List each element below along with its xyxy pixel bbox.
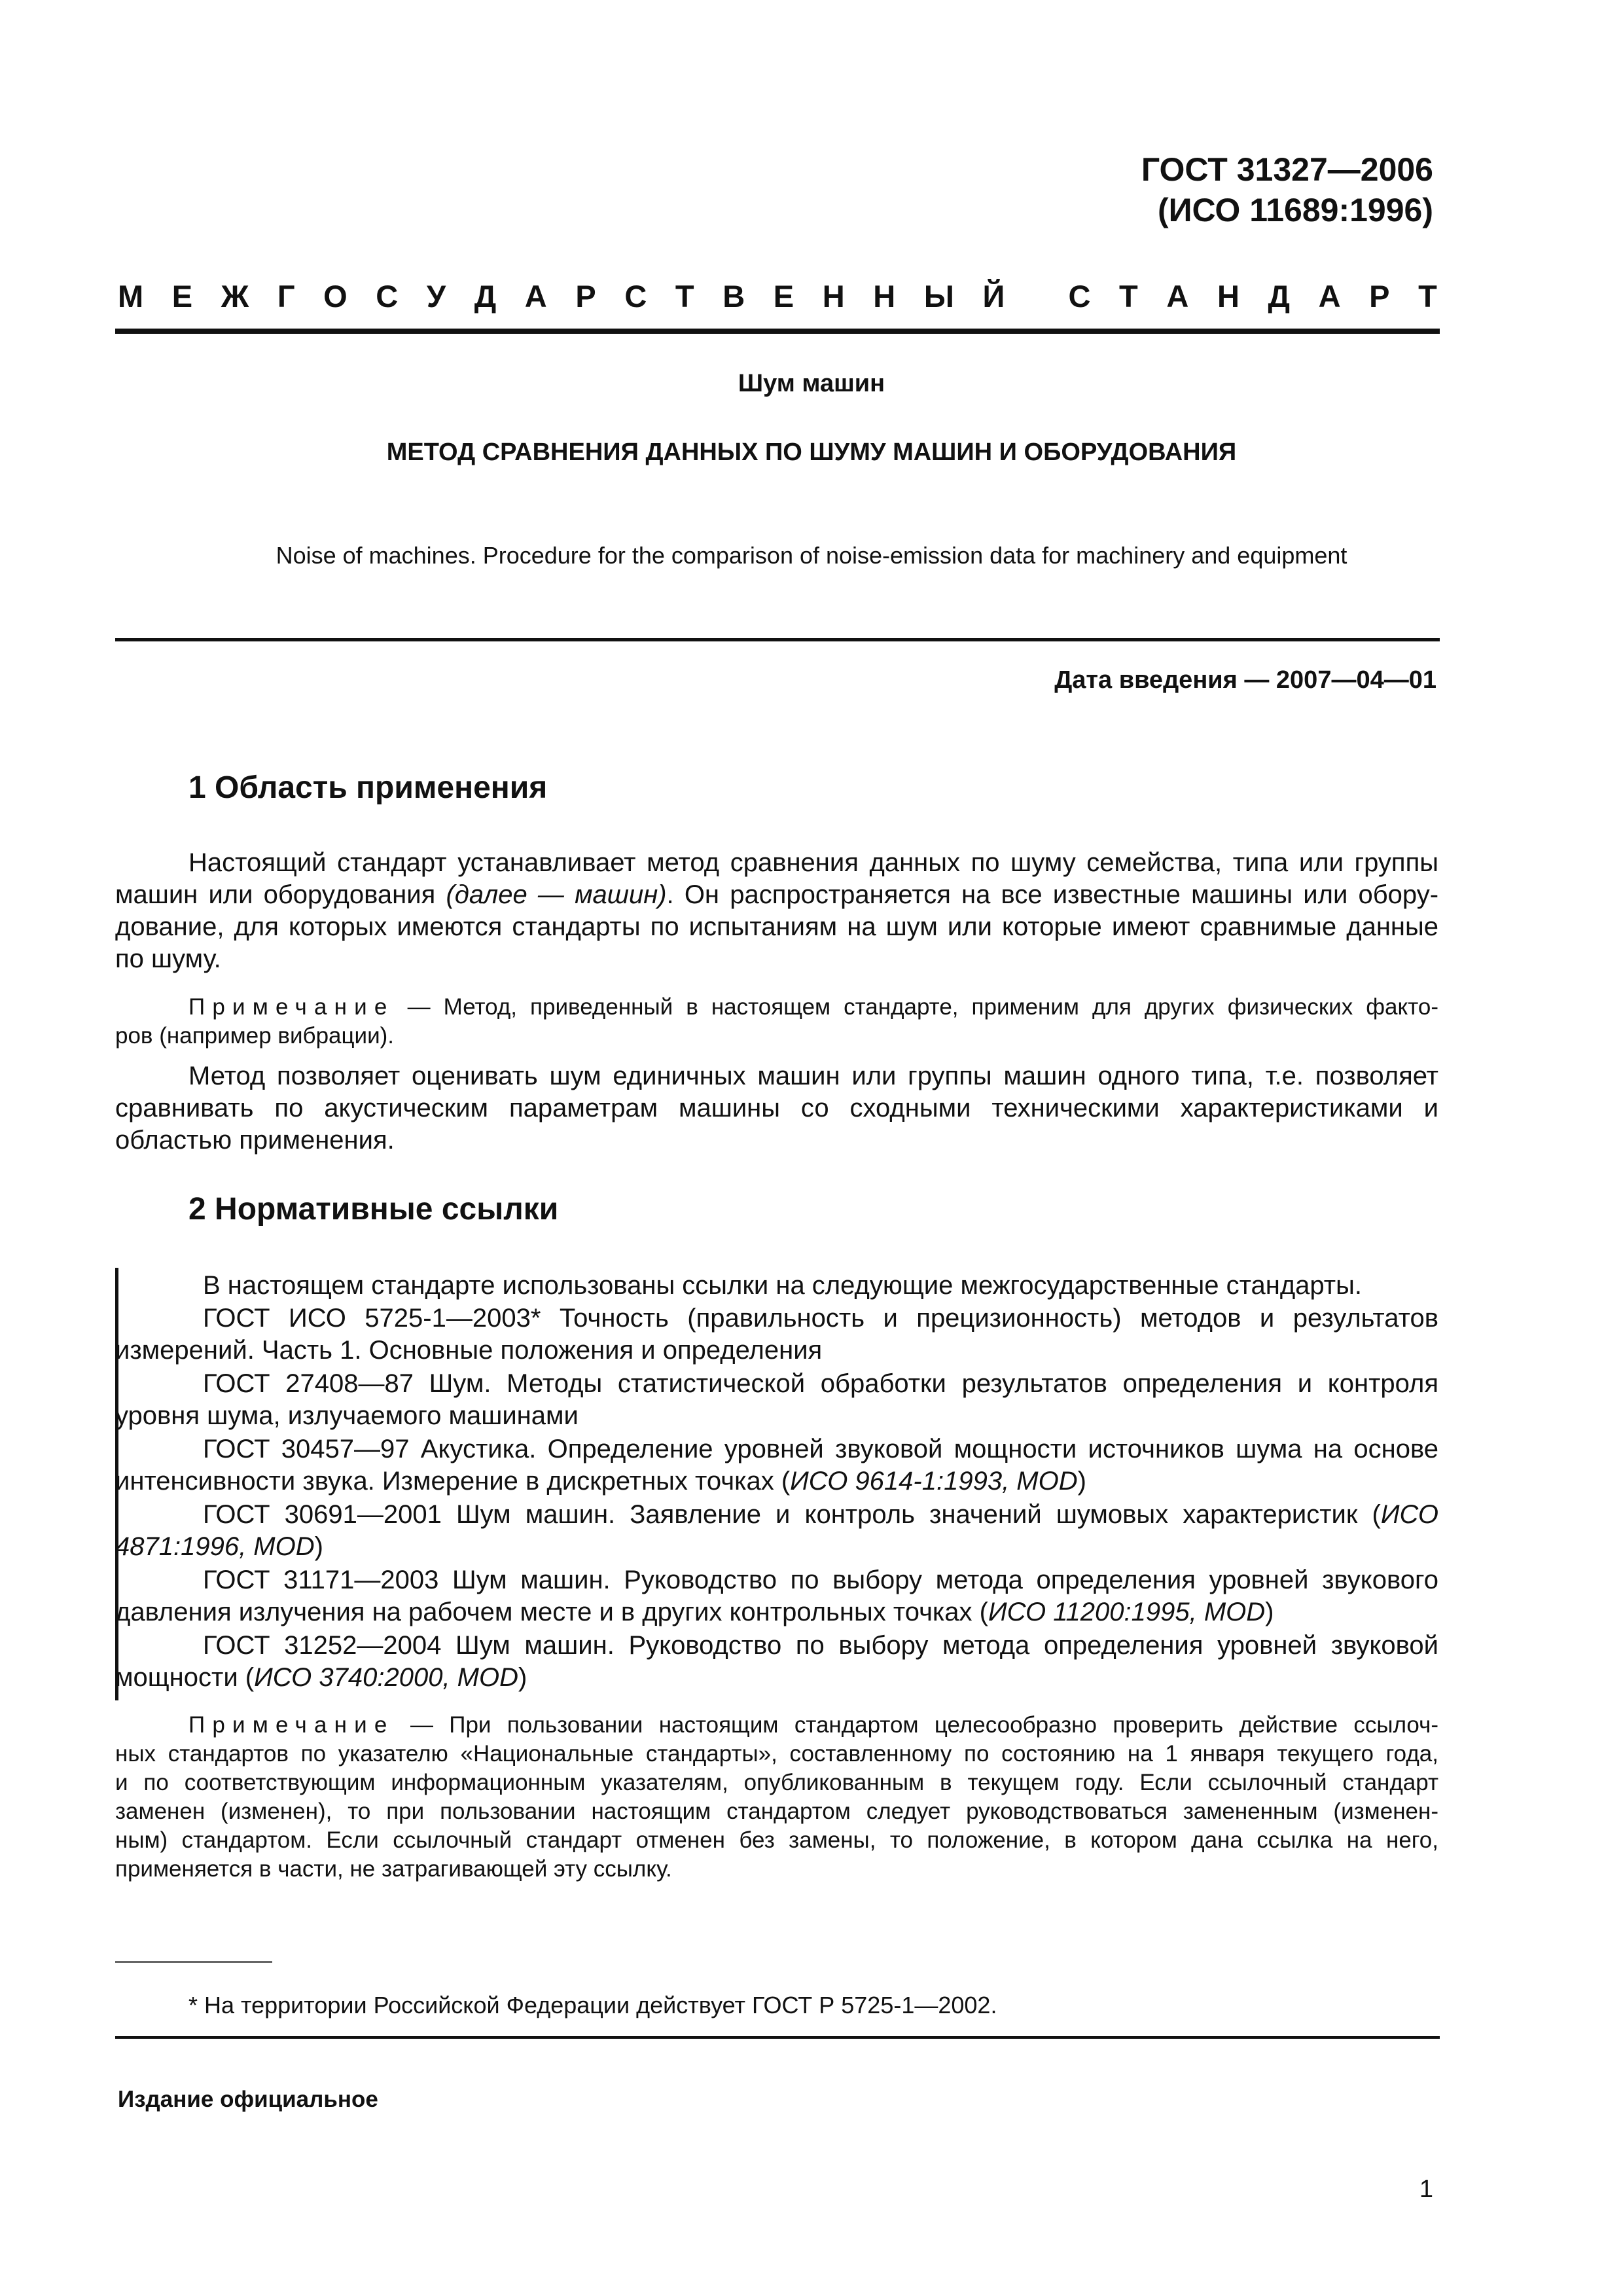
section1-note-line1: Примечание — Метод, приведенный в настоящем стандарте, применим для других физических факто- [188, 994, 1438, 1020]
interstate-letter: М [118, 279, 144, 314]
interstate-letter: О [323, 279, 348, 314]
section2-note-line4: заменен (изменен), то при пользовании настоящим стандартом следует руководствоваться замененным (изменен- [115, 1799, 1438, 1824]
section1-p2-line1: Метод позволяет оценивать шум единичных машин или группы машин одного типа, т.е. позволяет [188, 1062, 1438, 1090]
ref5-line2: давления излучения на рабочем месте и в других контрольных точках (ИСО 11200:1995, MOD) [115, 1598, 1274, 1626]
section2-note-line3: и по соответствующим информационным указателям, опубликованным в текущем году. Если ссылочный стандарт [115, 1770, 1438, 1795]
section1-p1-line3: дование, для которых имеются стандарты по испытаниям на шум или которые имеют сравнимые данные [115, 912, 1438, 941]
interstate-letter: Е [773, 279, 794, 314]
interstate-letter: А [1166, 279, 1189, 314]
introduction-date: Дата введения — 2007—04—01 [1054, 666, 1436, 694]
interstate-letter: С [1068, 279, 1091, 314]
footnote-rule [115, 1961, 272, 1963]
header-rule [115, 329, 1440, 334]
section2-note-line5: ным) стандартом. Если ссылочный стандарт отменен без замены, то положение, в котором дана ссылка на него, [115, 1827, 1438, 1853]
interstate-letter: Ж [221, 279, 249, 314]
interstate-letter: Т [1418, 279, 1437, 314]
interstate-letter: Н [1217, 279, 1240, 314]
section2-intro: В настоящем стандарте использованы ссылки на следующие межгосударственные стандарты. [203, 1271, 1362, 1300]
ref4-line1: ГОСТ 30691—2001 Шум машин. Заявление и контроль значений шумовых характеристик (ИСО [203, 1500, 1438, 1529]
interstate-letter: Н [873, 279, 896, 314]
ref4-line2: 4871:1996, MOD) [115, 1532, 323, 1561]
interstate-letter: Т [675, 279, 694, 314]
ref2-line2: уровня шума, излучаемого машинами [115, 1401, 579, 1430]
interstate-letter: Д [474, 279, 497, 314]
interstate-letter: Е [171, 279, 193, 314]
section2-heading: 2 Нормативные ссылки [188, 1192, 559, 1227]
interstate-letter: У [426, 279, 446, 314]
ref1-line1: ГОСТ ИСО 5725-1—2003* Точность (правильность и прецизионность) методов и результатов [203, 1304, 1438, 1333]
footnote: * На территории Российской Федерации действует ГОСТ Р 5725-1—2002. [188, 1992, 997, 2018]
interstate-letter: Й [982, 279, 1005, 314]
interstate-letter: Р [1369, 279, 1390, 314]
ref1-line2: измерений. Часть 1. Основные положения и определения [115, 1336, 823, 1365]
interstate-letter: А [1318, 279, 1341, 314]
title-group: Шум машин [738, 370, 885, 397]
title-rule [115, 638, 1440, 641]
official-edition: Издание официальное [118, 2087, 378, 2112]
standard-code-gost: ГОСТ 31327—2006 [1141, 151, 1433, 188]
title-english: Noise of machines. Procedure for the comparison of noise-emission data for machinery and equipment [276, 542, 1347, 569]
interstate-letter: Г [277, 279, 295, 314]
interstate-letter: Ы [923, 279, 954, 314]
interstate-gap [1033, 278, 1040, 315]
interstate-letter: А [524, 279, 547, 314]
section1-p1-line1: Настоящий стандарт устанавливает метод сравнения данных по шуму семейства, типа или группы [188, 848, 1438, 877]
section1-p1-line2: машин или оборудования (далее — машин). Он распространяется на все известные машины или обору- [115, 880, 1439, 909]
section2-note-line6: применяется в части, не затрагивающей эту ссылку. [115, 1856, 672, 1882]
section1-p1-line4: по шуму. [115, 944, 221, 973]
page-number: 1 [1419, 2176, 1433, 2203]
interstate-letter: Т [1119, 279, 1138, 314]
interstate-letter: В [722, 279, 745, 314]
section1-p2-line3: областью применения. [115, 1126, 395, 1155]
ref6-line2: мощности (ИСО 3740:2000, MOD) [115, 1663, 527, 1692]
section1-heading: 1 Область применения [188, 770, 548, 805]
ref5-line1: ГОСТ 31171—2003 Шум машин. Руководство по выбору метода определения уровней звукового [203, 1566, 1438, 1594]
ref3-line1: ГОСТ 30457—97 Акустика. Определение уровней звуковой мощности источников шума на основе [203, 1435, 1438, 1463]
interstate-letter: С [376, 279, 399, 314]
ref3-line2: интенсивности звука. Измерение в дискретных точках (ИСО 9614-1:1993, MOD) [115, 1467, 1086, 1496]
section2-note-line1: Примечание — При пользовании настоящим стандартом целесообразно проверить действие ссылоч- [188, 1712, 1438, 1738]
section1-note-line2: ров (например вибрации). [115, 1023, 395, 1049]
standard-code-iso: (ИСО 11689:1996) [1157, 192, 1433, 228]
title-main: МЕТОД СРАВНЕНИЯ ДАННЫХ ПО ШУМУ МАШИН И ОБОРУДОВАНИЯ [386, 439, 1237, 466]
interstate-letter: Н [822, 279, 845, 314]
standard-code [1141, 149, 1433, 230]
interstate-standard-banner [118, 278, 1437, 315]
footer-rule [115, 2036, 1440, 2039]
ref2-line1: ГОСТ 27408—87 Шум. Методы статистической обработки результатов определения и контроля [203, 1369, 1438, 1398]
section1-p2-line2: сравнивать по акустическим параметрам машины со сходными техническими характеристиками и [115, 1094, 1438, 1122]
interstate-letter: Р [575, 279, 596, 314]
section2-note-line2: ных стандартов по указателю «Национальные стандарты», составленному по состоянию на 1 января текущего года, [115, 1741, 1438, 1767]
interstate-letter: С [624, 279, 647, 314]
interstate-letter: Д [1268, 279, 1290, 314]
ref6-line1: ГОСТ 31252—2004 Шум машин. Руководство по выбору метода определения уровней звуковой [203, 1631, 1438, 1660]
